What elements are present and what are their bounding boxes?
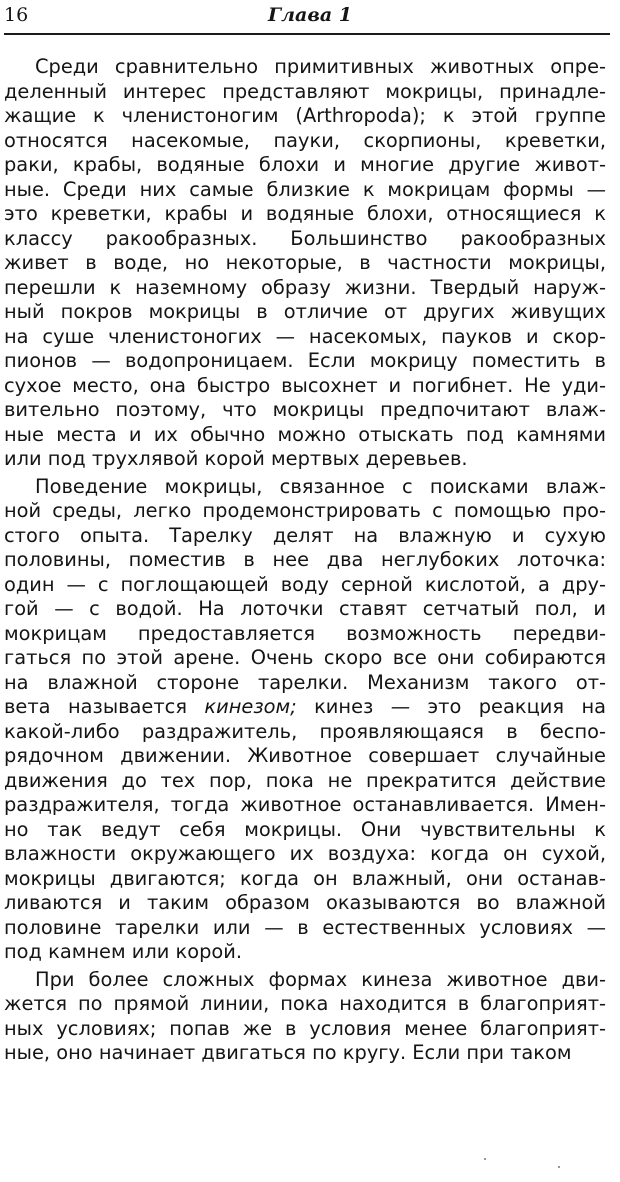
text-line: мокрицам предоставляется возможность передви- [4, 621, 606, 645]
text-line: Среди сравнительно примитивных животных опре- [35, 55, 606, 78]
text-line: половине тарелки или — в естественных условиях — [4, 915, 606, 939]
text-line: живет в воде, но некоторые, в частности мокрицы, [4, 251, 606, 274]
paragraph [4, 475, 606, 965]
text-line: ливаются и таким образом оказываются во влажной [4, 891, 606, 914]
text-line: жется по прямой линии, пока находится в благоприят- [4, 992, 606, 1015]
text-line: движения до тех пор, пока не прекратится действие [4, 768, 606, 792]
text-line: стого опыта. Тарелку делят на влажную и сухую [4, 523, 606, 547]
text-run: кинез — это реакция на [296, 695, 607, 718]
text-line: раздражителя, тогда животное останавливается. Имен- [4, 793, 606, 816]
text-line: гаться по этой арене. Очень скоро все они собираются [4, 646, 606, 669]
text-line: ных условиях; попав же в условия менее благоприят- [4, 1016, 606, 1040]
text-line: влажности окружающего их воздуха: когда он сухой, [4, 842, 606, 865]
text-line: пионов — водопроницаем. Если мокрицу поместить в [4, 349, 606, 372]
text-line: ные места и их обычно можно отыскать под камнями [4, 422, 606, 446]
italic-term: кинезом; [204, 695, 297, 718]
text-line: раки, крабы, водяные блохи и многие другие живот- [4, 153, 606, 176]
text-line: классу ракообразных. Большинство ракообразных [4, 226, 606, 250]
text-line: деленный интерес представляют мокрицы, принадле- [4, 79, 606, 103]
text-line: мокрицы двигаются; когда он влажный, они останав- [4, 866, 606, 890]
text-line: под камнем или корой. [4, 940, 243, 963]
text-line: рядочном движении. Животное совершает случайные [4, 744, 606, 767]
text-line: какой-либо раздражитель, проявляющаяся в беспо- [4, 719, 606, 743]
text-line: ные. Среди них самые близкие к мокрицам формы — [4, 177, 606, 201]
text-line: При более сложных формах кинеза животное дви- [35, 967, 606, 991]
text-line: но так ведут себя мокрицы. Они чувствительны к [4, 817, 606, 841]
text-line: на влажной стороне тарелки. Механизм такого от- [4, 670, 606, 694]
text-line: на суше членистоногих — насекомых, пауков и скор- [4, 324, 606, 348]
text-line: ной среды, легко продемонстрировать с помощью про- [4, 499, 606, 522]
speck-mark [558, 1166, 560, 1168]
text-run: вета называется [4, 695, 205, 718]
text-line: или под трухлявой корой мертвых деревьев. [4, 447, 468, 470]
text-line: вительно поэтому, что мокрицы предпочитают влаж- [4, 398, 606, 421]
chapter-title: Глава 1 [268, 4, 352, 26]
page-number: 16 [4, 4, 29, 26]
speck-mark [484, 1158, 486, 1160]
text-line: ные, оно начинает двигаться по кругу. Если при таком [4, 1041, 572, 1064]
text-line: ный покров мокрицы в отличие от других живущих [4, 300, 606, 323]
text-line: жащие к членистоногим (Arthropoda); к этой группе [4, 104, 606, 127]
paragraph [4, 55, 606, 472]
text-line: Поведение мокрицы, связанное с поисками влаж- [35, 474, 606, 498]
header-rule [4, 33, 610, 35]
body-text [4, 55, 606, 1066]
text-line: это креветки, крабы и водяные блохи, относящиеся к [4, 202, 606, 225]
text-line: гой — с водой. На лоточки ставят сетчатый пол, и [4, 597, 606, 620]
text-line: относятся насекомые, пауки, скорпионы, креветки, [4, 128, 606, 152]
text-line: половины, поместив в нее два неглубоких лоточка: [4, 548, 606, 571]
paragraph [4, 968, 606, 1066]
text-line [4, 695, 606, 720]
text-line: один — с поглощающей воду серной кислотой, а дру- [4, 572, 606, 596]
text-line: перешли к наземному образу жизни. Твердый наруж- [4, 275, 606, 299]
text-line: сухое место, она быстро высохнет и погибнет. Не уди- [4, 373, 606, 397]
running-head [4, 2, 610, 32]
